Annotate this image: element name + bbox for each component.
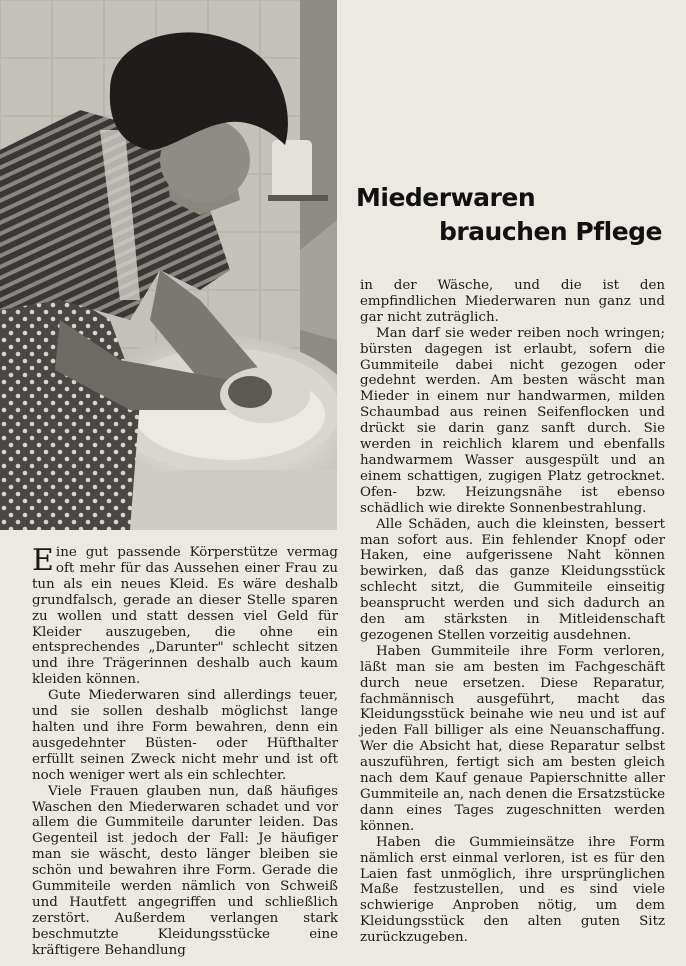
- paragraph: Man darf sie weder reiben noch wringen; bürsten dagegen ist erlaubt, sofern die Gummiteile dabei nicht gezogen oder gedehnt werden. Am besten wäscht man Mieder in einem nur handwarmen, milden Schaumbad aus reinen Seifenflocken und drückt sie darin ganz sanft durch. Sie werden in reichlich klarem und ebenfalls handwarmem Wasser ausgespült und an einem schattigen, zugigen Platz getrocknet. Ofen- bzw. Heizungsnähe ist ebenso schädlich wie direkte Sonnenbestrahlung.: [360, 325, 665, 516]
- article-photo: [0, 0, 337, 530]
- woman-washing-laundry-photo: [0, 0, 337, 530]
- paragraph: Viele Frauen glauben nun, daß häufiges Waschen den Miederwaren schadet und vor allem die Gummiteile darunter leiden. Das Gegenteil ist jedoch der Fall: Je häufiger man sie wäscht, desto länger bleiben sie schön und bewahren ihre Form. Gerade die Gummiteile werden nämlich von Schweiß und Hautfett angegriffen und schließlich zerstört. Außerdem verlangen stark beschmutzte Kleidungsstücke eine kräftigere Behandlung: [32, 783, 338, 958]
- title-line-2: brauchen Pflege: [438, 217, 662, 246]
- paragraph: Gute Miederwaren sind allerdings teuer, und sie sollen deshalb möglichst lange halten und ihre Form bewahren, denn ein ausgedehnter Büsten- oder Hüfthalter erfüllt seinen Zweck nicht mehr und ist oft noch weniger wert als ein schlechter.: [32, 688, 338, 783]
- right-text-column: [360, 278, 665, 946]
- paragraph: Haben die Gummieinsätze ihre Form nämlich erst einmal verloren, ist es für den Laien fast unmöglich, ihre ursprünglichen Maße festzustellen, und es sind viele schwierige Anproben nötig, um dem Kleidungsstück den alten guten Sitz zurückzugeben.: [360, 834, 665, 946]
- paragraph: in der Wäsche, und die ist den empfindlichen Miederwaren nun ganz und gar nicht zuträglich.: [360, 278, 665, 325]
- paragraph-text: ine gut passende Körperstütze vermag oft mehr für das Aussehen einer Frau zu tun als ein neues Kleid. Es wäre deshalb grundfalsch, gerade an dieser Stelle sparen zu wollen und statt dessen viel Geld für Kleider auszugeben, die ohne ein entsprechendes „Darunter" schlecht sitzen und ihre Trägerinnen deshalb auch kaum kleiden können.: [32, 545, 338, 688]
- title-line-1: Miederwaren: [356, 183, 536, 212]
- paragraph: [32, 545, 338, 688]
- drop-cap: E: [32, 543, 54, 578]
- left-text-column: [32, 545, 338, 959]
- paragraph: Alle Schäden, auch die kleinsten, bessert man sofort aus. Ein fehlender Knopf oder Haken, eine aufgerissene Naht können bewirken, daß das ganze Kleidungsstück schlecht sitzt, die Gummiteile einseitig beansprucht werden und sich dadurch an den am stärksten in Mitleidenschaft gezogenen Stellen vorzeitig ausdehnen.: [360, 516, 665, 643]
- article-title: [356, 181, 666, 249]
- paragraph: Haben Gummiteile ihre Form verloren, läßt man sie am besten im Fachgeschäft durch neue ersetzen. Diese Reparatur, fachmännisch ausgeführt, macht das Kleidungsstück beinahe wie neu und ist auf jeden Fall billiger als eine Neuanschaffung. Wer die Absicht hat, diese Reparatur selbst auszuführen, fertigt sich am besten gleich nach dem Kauf genaue Papierschnitte aller Gummiteile an, nach denen die Ersatzstücke dann eines Tages zugeschnitten werden können.: [360, 643, 665, 834]
